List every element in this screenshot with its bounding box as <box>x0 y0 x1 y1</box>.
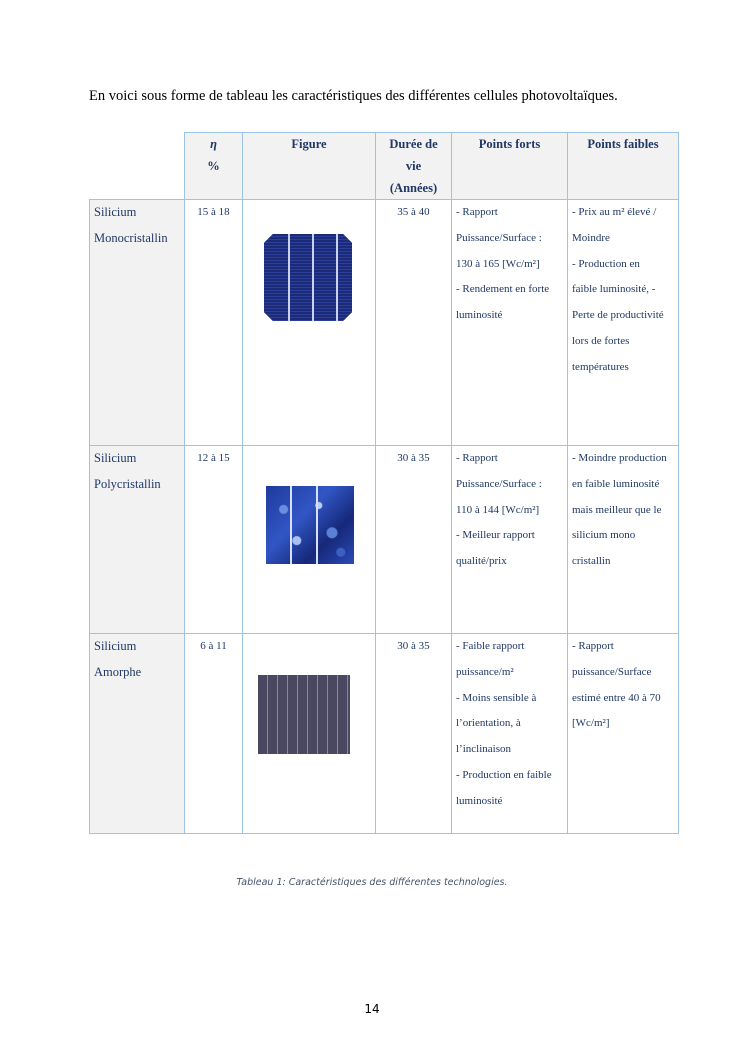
row-name-line1: Silicium <box>94 451 137 465</box>
header-eta <box>185 133 243 200</box>
fort-line: 110 à 144 [Wc/m²] <box>456 503 540 516</box>
faible-line: Moindre <box>572 231 610 244</box>
fort-line: - Moins sensible à <box>456 691 537 704</box>
row-duree: 30 à 35 <box>376 634 452 834</box>
table-caption: Tableau 1: Caractéristiques des différentes technologies. <box>236 877 508 888</box>
row-eta: 12 à 15 <box>185 446 243 634</box>
row-name <box>90 200 185 446</box>
row-points-forts <box>452 446 568 634</box>
fort-line: l’inclinaison <box>456 743 511 756</box>
row-points-faibles <box>568 634 679 834</box>
row-name <box>90 446 185 634</box>
fort-line: 130 à 165 [Wc/m²] <box>456 257 540 270</box>
row-figure <box>243 634 376 834</box>
faible-line: en faible luminosité <box>572 477 660 490</box>
row-name-line2: Monocristallin <box>94 230 168 245</box>
faible-line: températures <box>572 360 629 373</box>
header-points-faibles: Points faibles <box>568 133 679 200</box>
fort-line: Puissance/Surface : <box>456 231 542 244</box>
fort-line: l’orientation, à <box>456 717 521 730</box>
row-points-faibles <box>568 446 679 634</box>
faible-line: cristallin <box>572 555 611 568</box>
faible-line: - Rapport <box>572 640 614 652</box>
table-row <box>90 634 679 834</box>
table-header-row <box>90 133 679 200</box>
header-figure: Figure <box>243 133 376 200</box>
faible-line: estimé entre 40 à 70 <box>572 691 661 704</box>
fort-line: - Production en faible <box>456 768 552 781</box>
header-corner <box>90 133 185 200</box>
duree-line2: vie <box>405 159 422 173</box>
fort-line: - Rapport <box>456 206 498 218</box>
fort-line: - Rapport <box>456 452 498 464</box>
characteristics-table <box>89 132 679 834</box>
table-row <box>90 200 679 446</box>
row-name-line2: Amorphe <box>94 664 142 679</box>
row-figure <box>243 446 376 634</box>
row-name <box>90 634 185 834</box>
row-duree: 35 à 40 <box>376 200 452 446</box>
faible-line: faible luminosité, - <box>572 283 656 296</box>
duree-line1: Durée de <box>389 137 438 151</box>
row-points-faibles <box>568 200 679 446</box>
fort-line: puissance/m² <box>456 665 514 678</box>
faible-line: puissance/Surface <box>572 665 652 678</box>
faible-line: [Wc/m²] <box>572 717 610 730</box>
row-duree: 30 à 35 <box>376 446 452 634</box>
faible-line: - Prix au m² élevé / <box>572 206 657 218</box>
row-points-forts <box>452 634 568 834</box>
row-name-line1: Silicium <box>94 205 137 219</box>
header-points-forts: Points forts <box>452 133 568 200</box>
row-name-line2: Polycristallin <box>94 476 161 491</box>
page-number: 14 <box>364 1002 380 1016</box>
row-eta: 6 à 11 <box>185 634 243 834</box>
eta-unit: % <box>207 159 220 173</box>
header-duree <box>376 133 452 200</box>
table-row <box>90 446 679 634</box>
fort-line: Puissance/Surface : <box>456 477 542 490</box>
faible-line: - Production en <box>572 257 640 270</box>
eta-symbol: η <box>210 137 217 151</box>
faible-line: - Moindre production <box>572 452 667 464</box>
row-eta: 15 à 18 <box>185 200 243 446</box>
amorphous-cell-image <box>258 675 350 754</box>
faible-line: silicium mono <box>572 529 636 542</box>
intro-paragraph: En voici sous forme de tableau les caractéristiques des différentes cellules photovoltaïques. <box>89 88 618 104</box>
fort-line: luminosité <box>456 309 503 322</box>
duree-line3: (Années) <box>389 181 438 195</box>
faible-line: lors de fortes <box>572 334 630 347</box>
faible-line: Perte de productivité <box>572 309 664 322</box>
row-figure <box>243 200 376 446</box>
monocrystalline-cell-image <box>264 234 352 321</box>
fort-line: - Meilleur rapport <box>456 529 535 542</box>
row-points-forts <box>452 200 568 446</box>
fort-line: qualité/prix <box>456 555 507 568</box>
faible-line: mais meilleur que le <box>572 503 662 516</box>
polycrystalline-cell-image <box>266 486 354 564</box>
fort-line: - Faible rapport <box>456 640 525 652</box>
fort-line: luminosité <box>456 794 503 807</box>
row-name-line1: Silicium <box>94 639 137 653</box>
fort-line: - Rendement en forte <box>456 283 550 296</box>
